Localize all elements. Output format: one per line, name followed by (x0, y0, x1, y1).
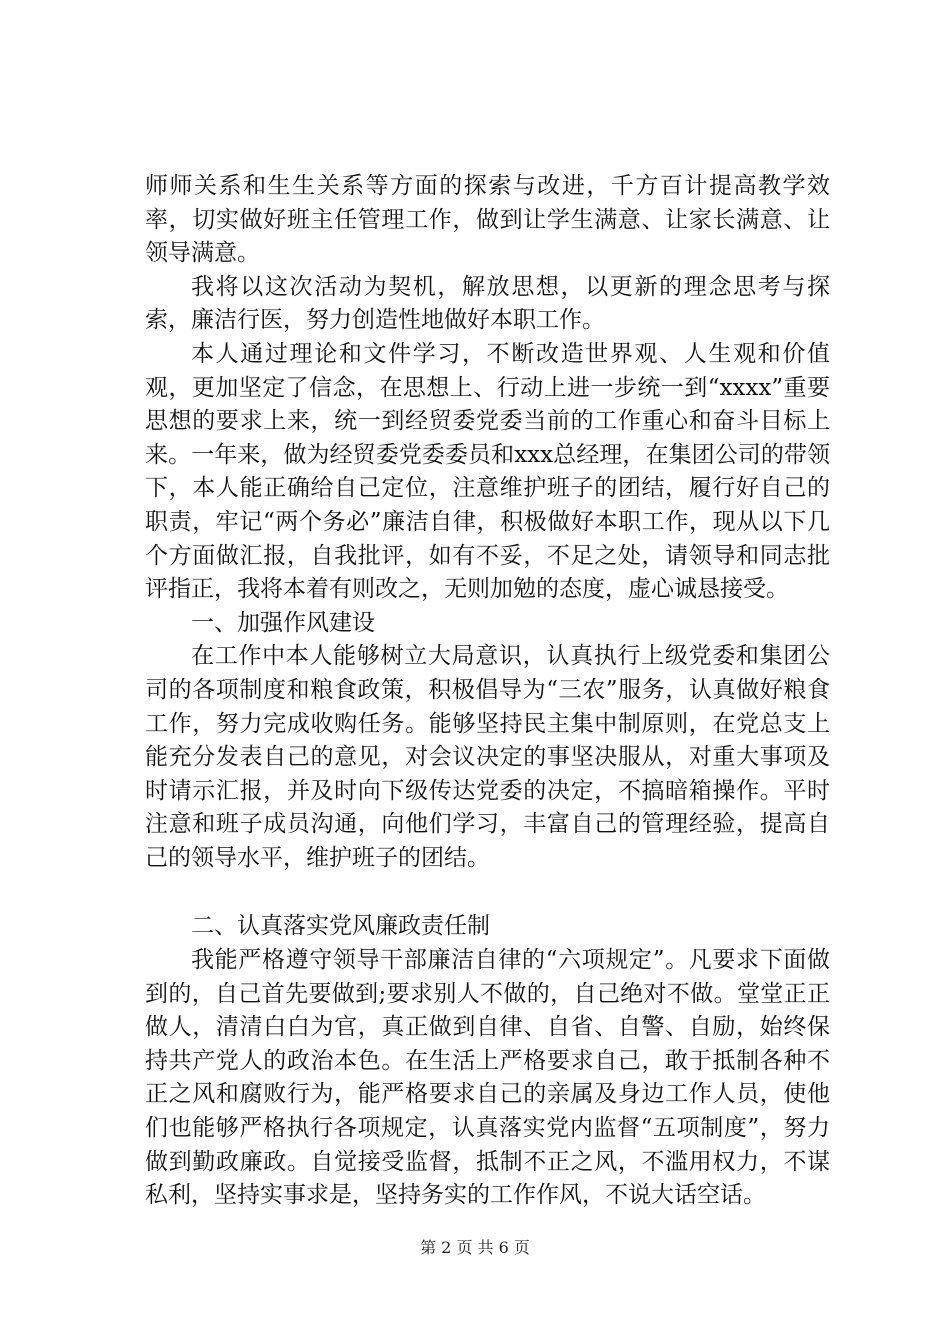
paragraph-self-study: 本人通过理论和文件学习，不断改造世界观、人生观和价值观，更加坚定了信念，在思想上、行动上进一步统一到“xxxx”重要思想的要求上来，统一到经贸委党委当前的工作重心和奋斗目标上来。一年来，做为经贸委党委委员和xxx总经理，在集团公司的带领下，本人能正确给自己定位，注意维护班子的团结，履行好自己的职责，牢记“两个务必”廉洁自律，积极做好本职工作，现从以下几个方面做汇报，自我批评，如有不妥，不足之处，请领导和同志批评指正，我将本着有则改之，无则加勉的态度，虚心诚恳接受。 (145, 340, 830, 603)
page-number-footer: 第 2 页 共 6 页 (420, 1238, 530, 1257)
section-heading-work-style: 一、加强作风建设 (191, 609, 375, 636)
paragraph-integrity: 我能严格遵守领导干部廉洁自律的“六项规定”。凡要求下面做到的，自己首先要做到;要求别人不做的，自己绝对不做。堂堂正正做人，清清白白为官，真正做到自律、自省、自警、自励，始终保持共产党人的政治本色。在生活上严格要求自己，敢于抵制各种不正之风和腐败行为，能严格要求自己的亲属及身边工作人员，使他们也能够严格执行各项规定，认真落实党内监督“五项制度”，努力做到勤政廉政。自觉接受监督，抵制不正之风，不滥用权力，不谋私利，坚持实事求是，坚持务实的工作作风，不说大话空话。 (145, 947, 830, 1209)
section-heading-integrity: 二、认真落实党风廉政责任制 (191, 913, 490, 940)
paragraph-activity: 我将以这次活动为契机，解放思想，以更新的理念思考与探索，廉洁行医，努力创造性地做好本职工作。 (145, 273, 830, 334)
document-body (145, 170, 830, 1213)
paragraph-work-style: 在工作中本人能够树立大局意识，认真执行上级党委和集团公司的各项制度和粮食政策，积极倡导为“三农”服务，认真做好粮食工作，努力完成收购任务。能够坚持民主集中制原则，在党总支上能充分发表自己的意见，对会议决定的事坚决服从，对重大事项及时请示汇报，并及时向下级传达党委的决定，不搞暗箱操作。平时注意和班子成员沟通，向他们学习，丰富自己的管理经验，提高自己的领导水平，维护班子的团结。 (145, 643, 830, 871)
paragraph-spacer (145, 875, 830, 910)
paragraph-continuation: 师师关系和生生关系等方面的探索与改进，千方百计提高教学效率，切实做好班主任管理工作，做到让学生满意、让家长满意、让领导满意。 (145, 173, 830, 267)
